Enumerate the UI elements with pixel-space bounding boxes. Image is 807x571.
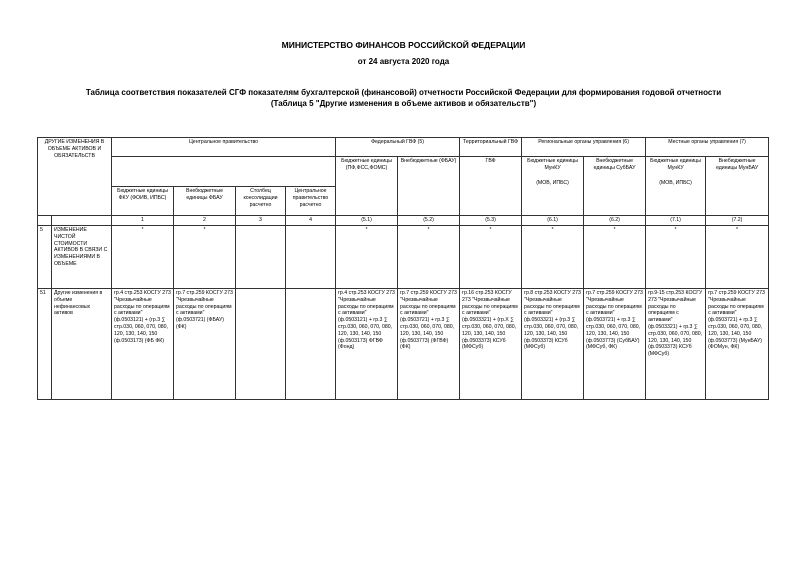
formula-cell: гр.4 стр.253 КОСГУ 273 "Чрезвычайные расходы по операциям с активами" (ф.0503121) + (гр.3 ∑ стр.030, 060, 070, 080, 120, 130, 140, 150 (ф.0503173) (ФБ ФК) bbox=[112, 289, 174, 400]
colnum-empty-a bbox=[38, 216, 52, 226]
formula-cell: гр.7 стр.259 КОСГУ 273 "Чрезвычайные расходы по операциям с активами" (ф.0503721) + гр.3 ∑ стр.030, 060, 070, 080, 120, 130, 140, 150 (ф.0503773) (ФГВФ) (ФК) bbox=[398, 289, 460, 400]
colnum: (7.1) bbox=[646, 216, 706, 226]
row-label: ИЗМЕНЕНИЕ ЧИСТОЙ СТОИМОСТИ АКТИВОВ В СВЯЗИ С ИЗМЕНЕНИЯМИ В ОБЪЕМЕ bbox=[52, 226, 112, 289]
group-local: Местные органы управления (7) bbox=[646, 138, 769, 157]
group-regional: Региональные органы управления (6) bbox=[522, 138, 646, 157]
star-cell: * bbox=[112, 226, 174, 289]
correspondence-table bbox=[37, 137, 769, 400]
group-territorial-gvf: Территориальный ГВФ bbox=[460, 138, 522, 157]
colnum: (5.1) bbox=[336, 216, 398, 226]
fed-nonbudget-header: Внебюджетные (ФБАУ) bbox=[398, 157, 460, 216]
colnum: (6.2) bbox=[584, 216, 646, 226]
star-cell: * bbox=[336, 226, 398, 289]
formula-cell: гр.9-15 стр.253 КОСГУ 273 "Чрезвычайные расходы по операциям с активами" (ф.0503321) + гр.3 ∑ стр.030, 060, 070, 080, 120, 130, 140, 150 (ф.0503373) КСУб (МФСуб) bbox=[646, 289, 706, 400]
terr-gvf-header: ГВФ bbox=[460, 157, 522, 216]
table-title bbox=[40, 87, 767, 109]
table-corner-header: ДРУГИЕ ИЗМЕНЕНИЯ В ОБЪЕМЕ АКТИВОВ И ОБЯЗАТЕЛЬСТВ bbox=[38, 138, 112, 216]
star-cell: * bbox=[174, 226, 236, 289]
formula-cell: гр.7 стр.259 КОСГУ 273 "Чрезвычайные расходы по операциям с активами" (ф.0503721) + гр.3 ∑ стр.030, 060, 070, 080, 120, 130, 140, 150 (ф.0503773) (СубБАУ) (МФСуб, ФК) bbox=[584, 289, 646, 400]
empty-cell bbox=[286, 226, 336, 289]
central-spacer bbox=[112, 157, 336, 187]
colnum: (5.2) bbox=[398, 216, 460, 226]
star-cell: * bbox=[460, 226, 522, 289]
star-cell: * bbox=[584, 226, 646, 289]
central-sub-4: Центральное правительство расчетно bbox=[286, 187, 336, 216]
document-date: от 24 августа 2020 года bbox=[357, 57, 450, 66]
row-label: Другие изменения в объеме нефинансовых активов bbox=[52, 289, 112, 400]
star-cell: * bbox=[706, 226, 769, 289]
colnum: (5.3) bbox=[460, 216, 522, 226]
row-number: 5 bbox=[38, 226, 52, 289]
empty-cell bbox=[236, 226, 286, 289]
row-number: 51 bbox=[38, 289, 52, 400]
reg-budget-header bbox=[522, 157, 584, 216]
central-sub-2: Внебюджетные единицы ФБАУ bbox=[174, 187, 236, 216]
fed-budget-header: Бюджетные единицы (ПФ,ФСС,ФОМС) bbox=[336, 157, 398, 216]
colnum: 2 bbox=[174, 216, 236, 226]
formula-cell bbox=[286, 289, 336, 400]
colnum-empty-b bbox=[52, 216, 112, 226]
reg-budget-sub: (МОВ, ИПБС) bbox=[536, 179, 569, 186]
table-row bbox=[38, 226, 769, 289]
star-cell: * bbox=[398, 226, 460, 289]
ministry-heading: МИНИСТЕРСТВО ФИНАНСОВ РОССИЙСКОЙ ФЕДЕРАЦИИ bbox=[281, 40, 526, 50]
loc-budget-sub: (МОВ, ИПБС) bbox=[659, 179, 692, 186]
loc-nonbudget-header: Внебюджетные единицы МунБАУ bbox=[706, 157, 769, 216]
loc-budget-header bbox=[646, 157, 706, 216]
star-cell: * bbox=[646, 226, 706, 289]
formula-cell bbox=[236, 289, 286, 400]
formula-cell: гр.16 стр.253 КОСГУ 273 "Чрезвычайные расходы по операциям с активами" (ф.0503321) + (гр.Х ∑ стр.030, 060, 070, 080, 120, 130, 140, 150 (ф.0503373) КСУб (МФСуб) bbox=[460, 289, 522, 400]
loc-budget-title: Бюджетные единицы МунКУ bbox=[650, 158, 701, 171]
table-title-line2: (Таблица 5 "Другие изменения в объеме активов и обязательств") bbox=[270, 99, 537, 108]
formula-cell: гр.7 стр.259 КОСГУ 273 "Чрезвычайные расходы по операциям с активами" (ф.0503721) + гр.3 ∑ стр.030, 060, 070, 080, 120, 130, 140, 150 (ф.0503773) (МунБАУ) (ФОМун, ФК) bbox=[706, 289, 769, 400]
colnum: (6.1) bbox=[522, 216, 584, 226]
star-cell: * bbox=[522, 226, 584, 289]
colnum: 4 bbox=[286, 216, 336, 226]
colnum: 1 bbox=[112, 216, 174, 226]
formula-cell: гр.7 стр.259 КОСГУ 273 "Чрезвычайные расходы по операциям с активами" (ф.0503721) (ФБАУ) (ФК) bbox=[174, 289, 236, 400]
formula-cell: гр.8 стр.253 КОСГУ 273 "Чрезвычайные расходы по операциям с активами" (ф.0503321) + (гр.3 ∑ стр.030, 060, 070, 080, 120, 130, 140, 150 (ф.0503373) КСУб (МФСуб) bbox=[522, 289, 584, 400]
group-federal-gvf: Федеральный ГВФ (5) bbox=[336, 138, 460, 157]
central-sub-1: Бюджетные единицы ФКУ (ФОИВ, ИПБС) bbox=[112, 187, 174, 216]
central-sub-3: Столбец консолидации расчетно bbox=[236, 187, 286, 216]
table-title-line1: Таблица соответствия показателей СГФ показателям бухгалтерской (финансовой) отчетности Российской Федерации для формирования годовой отчетности bbox=[85, 88, 722, 97]
reg-budget-title: Бюджетные единицы МунКУ bbox=[527, 158, 578, 171]
group-central-government: Центральное правительство bbox=[112, 138, 336, 157]
table-row bbox=[38, 289, 769, 400]
colnum: 3 bbox=[236, 216, 286, 226]
formula-cell: гр.4 стр.253 КОСГУ 273 "Чрезвычайные расходы по операциям с активами" (ф.0503121) + гр.3 ∑ стр.030, 060, 070, 080, 120, 130, 140, 150 (ф.0503173) ФГВФ (Фонд) bbox=[336, 289, 398, 400]
colnum: (7.2) bbox=[706, 216, 769, 226]
reg-nonbudget-header: Внебюджетные единицы СубБАУ bbox=[584, 157, 646, 216]
